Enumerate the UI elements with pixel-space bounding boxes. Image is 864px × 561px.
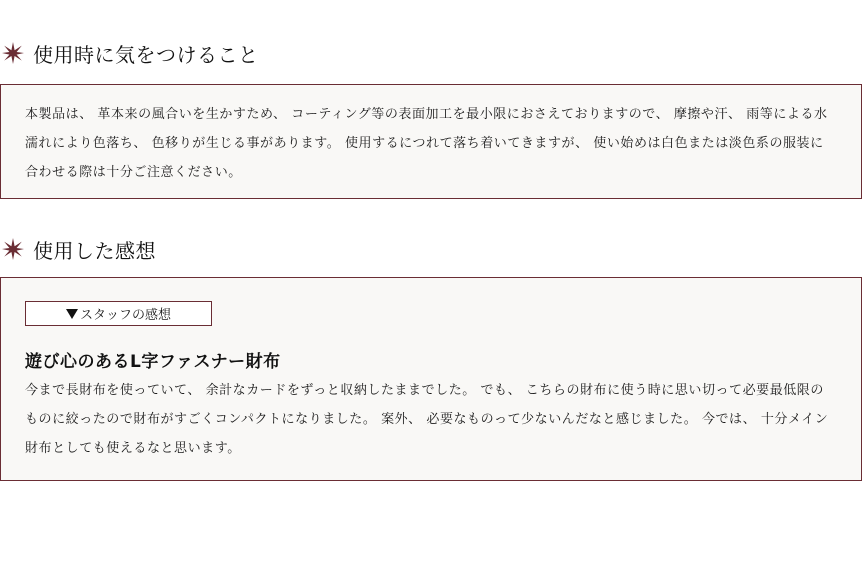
- staff-impression-label: [25, 301, 212, 326]
- review-title: 遊び心のあるL字ファスナー財布: [25, 352, 281, 372]
- care-notice-box: [0, 84, 862, 199]
- section-title: 使用した感想: [33, 238, 156, 263]
- section-heading-impression: [0, 234, 156, 264]
- staff-label-text: スタッフの感想: [79, 308, 171, 323]
- section-heading-care: [0, 38, 259, 68]
- down-triangle-icon: [66, 309, 78, 319]
- star-burst-icon: [2, 238, 24, 260]
- section-title: 使用時に気をつけること: [33, 42, 259, 67]
- star-burst-icon: [2, 42, 24, 64]
- care-notice-text: 本製品は、 革本来の風合いを生かすため、 コーティング等の表面加工を最小限におさえておりますので、 摩擦や汗、 雨等による水濡れにより色落ち、 色移りが生じる事があります。 使用するにつれて落ち着いてきますが、 使い始めは白色または淡色系の服装に合わせる際は十分ご注意ください。: [25, 107, 828, 180]
- impression-box: [0, 277, 862, 481]
- review-text: 今まで長財布を使っていて、 余計なカードをずっと収納したままでした。 でも、 こちらの財布に使う時に思い切って必要最低限のものに絞ったので財布がすごくコンパクトになりました。 案外、 必要なものって少ないんだなと感じました。 今では、 十分メイン財布としても使えるなと思います。: [25, 383, 829, 456]
